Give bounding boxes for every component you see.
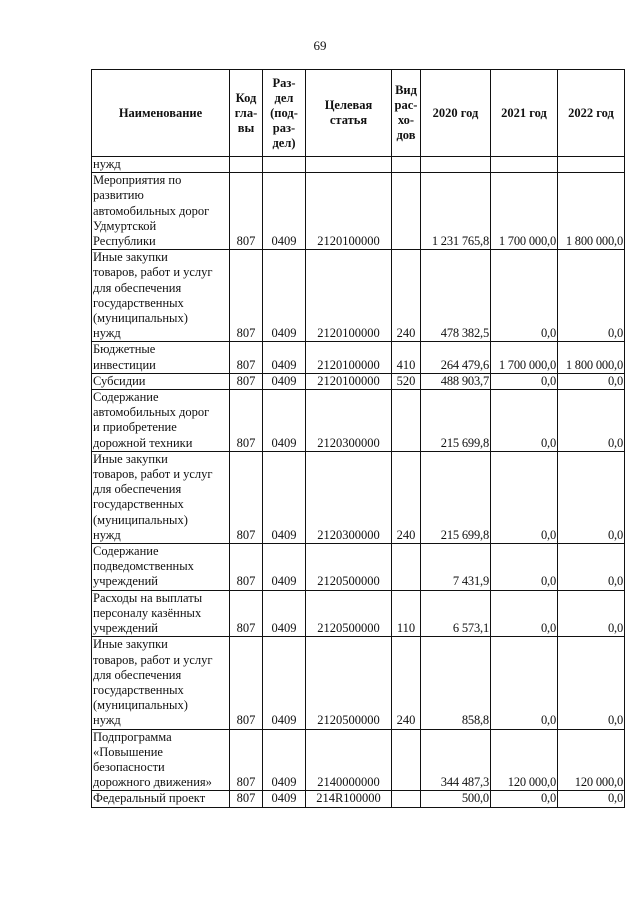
row-2022 <box>558 157 625 173</box>
row-name: Мероприятия по развитию автомобильных дорог Удмуртской Республики <box>92 173 230 250</box>
row-article: 2120100000 <box>306 373 392 389</box>
row-vid <box>392 390 421 452</box>
row-name: Содержание подведомственных учреждений <box>92 544 230 591</box>
row-name: Иные закупки товаров, работ и услуг для обеспечения государственных (муниципальных) нужд <box>92 451 230 543</box>
row-section: 0409 <box>263 342 306 373</box>
row-2020: 215 699,8 <box>421 451 491 543</box>
row-section: 0409 <box>263 250 306 342</box>
row-article: 2120300000 <box>306 451 392 543</box>
row-2021: 0,0 <box>491 544 558 591</box>
table-row <box>92 342 625 373</box>
row-name: Подпрограмма «Повышение безопасности дорожного движения» <box>92 729 230 791</box>
row-article: 2120500000 <box>306 637 392 729</box>
header-2020: 2020 год <box>421 70 491 157</box>
row-2020: 264 479,6 <box>421 342 491 373</box>
row-article: 2120500000 <box>306 544 392 591</box>
table-row <box>92 173 625 250</box>
table-row <box>92 390 625 452</box>
row-article: 2120100000 <box>306 342 392 373</box>
row-name: Субсидии <box>92 373 230 389</box>
row-vid: 240 <box>392 451 421 543</box>
row-section: 0409 <box>263 637 306 729</box>
row-section: 0409 <box>263 390 306 452</box>
row-2021: 0,0 <box>491 590 558 637</box>
row-section: 0409 <box>263 373 306 389</box>
row-article: 2120300000 <box>306 390 392 452</box>
row-2022: 0,0 <box>558 637 625 729</box>
row-2022: 0,0 <box>558 791 625 807</box>
row-vid: 240 <box>392 637 421 729</box>
row-2020: 344 487,3 <box>421 729 491 791</box>
row-code: 807 <box>230 637 263 729</box>
row-name: Федеральный проект <box>92 791 230 807</box>
row-article <box>306 157 392 173</box>
table-row <box>92 791 625 807</box>
header-article: Целевая статья <box>306 70 392 157</box>
table-row <box>92 157 625 173</box>
row-2020 <box>421 157 491 173</box>
header-vid: Вид рас- хо- дов <box>392 70 421 157</box>
row-article: 2120100000 <box>306 250 392 342</box>
row-article: 2140000000 <box>306 729 392 791</box>
table-row <box>92 544 625 591</box>
row-2020: 858,8 <box>421 637 491 729</box>
row-name: Содержание автомобильных дорог и приобретение дорожной техники <box>92 390 230 452</box>
header-2022: 2022 год <box>558 70 625 157</box>
row-2020: 6 573,1 <box>421 590 491 637</box>
header-code: Код гла- вы <box>230 70 263 157</box>
header-name: Наименование <box>92 70 230 157</box>
row-2020: 215 699,8 <box>421 390 491 452</box>
row-vid: 110 <box>392 590 421 637</box>
row-article: 214R100000 <box>306 791 392 807</box>
row-section: 0409 <box>263 173 306 250</box>
row-code: 807 <box>230 791 263 807</box>
row-2022: 0,0 <box>558 544 625 591</box>
row-2022: 0,0 <box>558 373 625 389</box>
row-code: 807 <box>230 451 263 543</box>
row-2021: 0,0 <box>491 373 558 389</box>
budget-table <box>91 69 625 808</box>
table-row <box>92 373 625 389</box>
row-section: 0409 <box>263 729 306 791</box>
row-2022: 120 000,0 <box>558 729 625 791</box>
table-row <box>92 250 625 342</box>
row-code <box>230 157 263 173</box>
row-2022: 0,0 <box>558 390 625 452</box>
row-2022: 0,0 <box>558 590 625 637</box>
header-section: Раз- дел (под- раз- дел) <box>263 70 306 157</box>
table-row <box>92 451 625 543</box>
row-code: 807 <box>230 173 263 250</box>
row-vid <box>392 544 421 591</box>
row-2021: 0,0 <box>491 451 558 543</box>
row-name: нужд <box>92 157 230 173</box>
row-vid: 410 <box>392 342 421 373</box>
row-2021: 1 700 000,0 <box>491 173 558 250</box>
row-2021: 0,0 <box>491 637 558 729</box>
row-name: Расходы на выплаты персоналу казённых учреждений <box>92 590 230 637</box>
table-row <box>92 729 625 791</box>
row-vid: 240 <box>392 250 421 342</box>
row-section: 0409 <box>263 791 306 807</box>
row-code: 807 <box>230 544 263 591</box>
row-2022: 0,0 <box>558 451 625 543</box>
row-2020: 1 231 765,8 <box>421 173 491 250</box>
table-header <box>92 70 625 157</box>
row-section: 0409 <box>263 544 306 591</box>
row-vid <box>392 157 421 173</box>
row-2020: 500,0 <box>421 791 491 807</box>
row-2020: 488 903,7 <box>421 373 491 389</box>
row-name: Иные закупки товаров, работ и услуг для обеспечения государственных (муниципальных) нужд <box>92 250 230 342</box>
row-2021: 0,0 <box>491 791 558 807</box>
row-section: 0409 <box>263 451 306 543</box>
row-code: 807 <box>230 590 263 637</box>
row-code: 807 <box>230 373 263 389</box>
row-2022: 1 800 000,0 <box>558 173 625 250</box>
row-2022: 1 800 000,0 <box>558 342 625 373</box>
row-2022: 0,0 <box>558 250 625 342</box>
row-code: 807 <box>230 250 263 342</box>
row-article: 2120500000 <box>306 590 392 637</box>
row-code: 807 <box>230 729 263 791</box>
row-2021 <box>491 157 558 173</box>
row-vid <box>392 729 421 791</box>
row-2021: 120 000,0 <box>491 729 558 791</box>
row-vid <box>392 173 421 250</box>
table-row <box>92 590 625 637</box>
header-2021: 2021 год <box>491 70 558 157</box>
table-row <box>92 637 625 729</box>
row-article: 2120100000 <box>306 173 392 250</box>
page-number: 69 <box>313 38 327 53</box>
table-body <box>92 157 625 808</box>
row-vid <box>392 791 421 807</box>
row-2020: 7 431,9 <box>421 544 491 591</box>
row-name: Бюджетные инвестиции <box>92 342 230 373</box>
row-2021: 1 700 000,0 <box>491 342 558 373</box>
row-2021: 0,0 <box>491 390 558 452</box>
row-code: 807 <box>230 342 263 373</box>
row-section <box>263 157 306 173</box>
row-vid: 520 <box>392 373 421 389</box>
row-section: 0409 <box>263 590 306 637</box>
row-code: 807 <box>230 390 263 452</box>
row-2020: 478 382,5 <box>421 250 491 342</box>
row-2021: 0,0 <box>491 250 558 342</box>
row-name: Иные закупки товаров, работ и услуг для обеспечения государственных (муниципальных) нужд <box>92 637 230 729</box>
